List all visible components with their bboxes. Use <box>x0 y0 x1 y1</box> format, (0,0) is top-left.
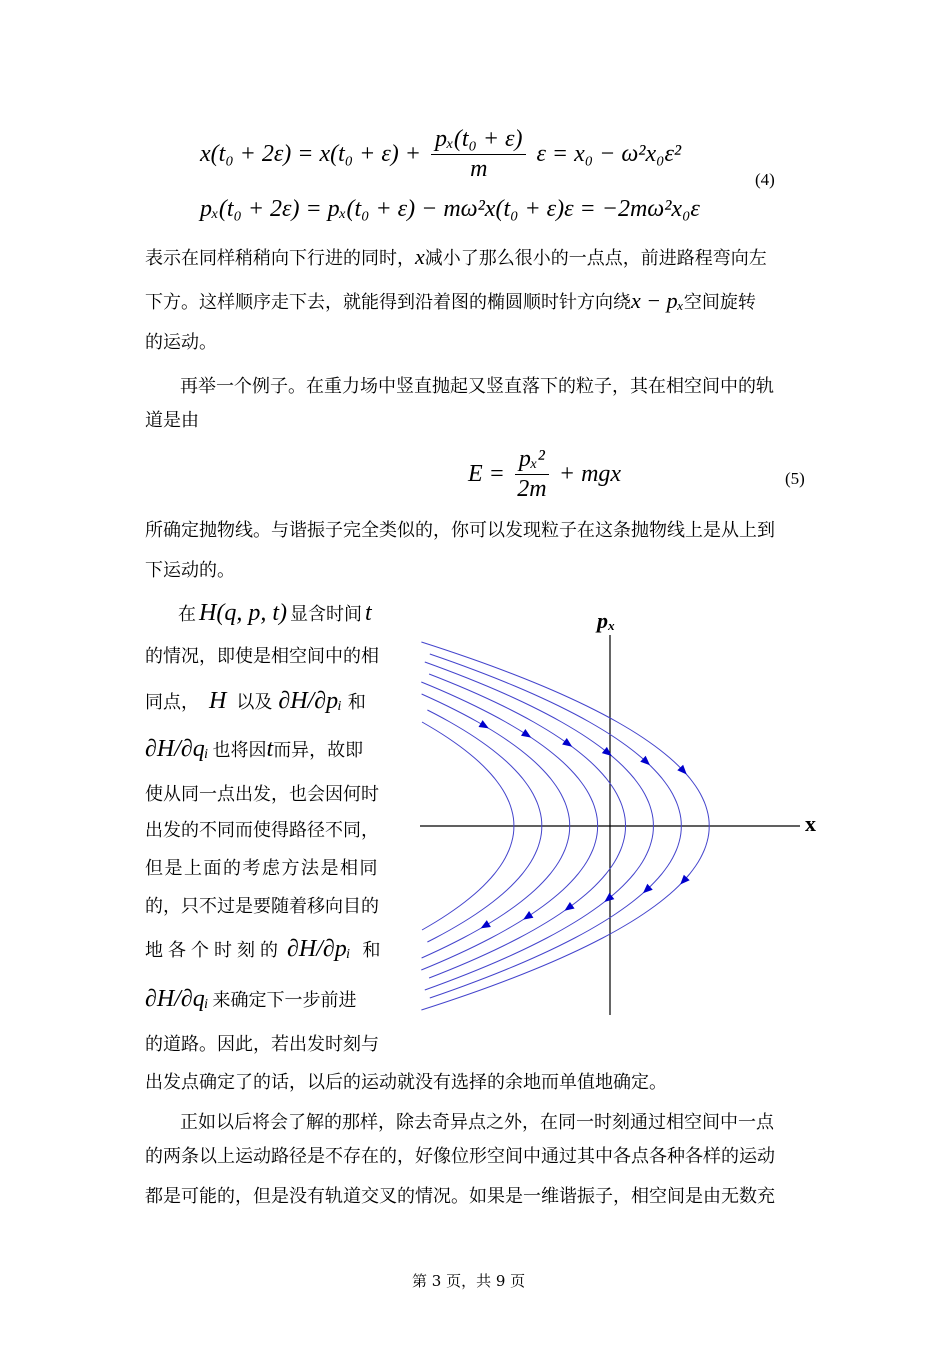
direction-arrow <box>604 893 614 902</box>
paragraph-5-line-3: 都是可能的，但是没有轨道交叉的情况。如果是一维谐振子，相空间是由无数充 <box>145 1186 775 1207</box>
direction-arrow <box>481 920 491 928</box>
direction-arrow <box>521 729 531 738</box>
paragraph-2-line-1: 再举一个例子。在重力场中竖直抛起又竖直落下的粒子，其在相空间中的轨 <box>180 376 774 397</box>
p4-l1-b: 显含时间 <box>289 604 362 625</box>
page-footer: 第 3 页，共 9 页 <box>412 1272 526 1290</box>
paragraph-1-line-1 <box>145 240 767 276</box>
paragraph-3-line-2: 下运动的。 <box>145 560 235 581</box>
p4-l10-a: 来确定下一步前进 <box>212 990 357 1011</box>
direction-arrow <box>564 902 574 911</box>
p4-math-dHdp: ∂H/∂pᵢ <box>278 688 342 714</box>
paragraph-5-line-1: 正如以后将会了解的那样，除去奇异点之外，在同一时刻通过相空间中一点 <box>180 1112 774 1133</box>
p4-math-dHdq: ∂H/∂qᵢ <box>145 736 209 762</box>
eq5-frac-denominator: 2m <box>517 476 547 502</box>
paragraph-4-line-12: 出发点确定了的话，以后的运动就没有选择的余地而单值地确定。 <box>145 1072 667 1093</box>
paragraph-4-line-1 <box>178 596 372 632</box>
paragraph-4-line-7: 但是上面的考虑方法是相同 <box>145 858 379 879</box>
p1-var-x: x <box>415 244 425 269</box>
paragraph-2-line-2: 道是由 <box>145 410 199 431</box>
paragraph-4-line-10 <box>145 982 357 1018</box>
direction-arrow <box>523 911 533 920</box>
p1-var-x-px: x − pₓ <box>631 288 684 313</box>
p4-l3-b: 以及 <box>236 692 273 713</box>
equation-4-number: (4) <box>755 170 775 189</box>
p4-var-t: t <box>364 600 372 626</box>
p4-l9-a: 地各个时刻的 <box>145 940 283 961</box>
direction-arrow <box>479 720 489 728</box>
p4-l9-b: 和 <box>362 940 381 961</box>
eq4-line1-fraction <box>431 126 526 183</box>
eq5-lhs: E = <box>468 461 505 487</box>
p1-text-b: 减小了那么很小的一点点，前进路程弯向左 <box>424 248 767 269</box>
equation-5-number: (5) <box>785 469 805 488</box>
p4-math-dHdq-2: ∂H/∂qᵢ <box>145 986 209 1012</box>
p4-l3-c: 和 <box>347 692 366 713</box>
p1-text: 表示在同样稍稍向下行进的同时， <box>145 248 415 269</box>
eq4-frac-numerator: pₓ(t₀ + ε) <box>431 126 526 155</box>
p4-var-H: H <box>209 688 227 714</box>
equation-5 <box>468 446 621 503</box>
eq5-fraction <box>515 446 549 503</box>
paragraph-4-line-3 <box>145 684 366 720</box>
eq4-line1-lhs: x(t₀ + 2ε) = x(t₀ + ε) + <box>200 141 421 167</box>
p4-var-t2: t <box>266 736 274 762</box>
eq5-frac-numerator: pₓ² <box>515 446 549 475</box>
direction-arrow <box>562 738 572 747</box>
p4-math-H: H(q, p, t) <box>199 600 287 626</box>
paragraph-1-line-3: 的运动。 <box>145 332 217 353</box>
paragraph-4-line-9 <box>145 932 381 968</box>
paragraph-1-line-2 <box>145 284 756 320</box>
paragraph-4-line-11: 的道路。因此，若出发时刻与 <box>145 1034 379 1055</box>
p4-l1-a: 在 <box>178 604 196 625</box>
x-axis-label: x <box>805 811 816 836</box>
p4-l3-a: 同点， <box>145 692 199 713</box>
paragraph-5-line-2: 的两条以上运动路径是不存在的，好像位形空间中通过其中各点各种各样的运动 <box>145 1146 775 1167</box>
paragraph-4-line-8: 的，只不过是要随着移向目的 <box>145 896 379 917</box>
paragraph-4-line-2: 的情况，即使是相空间中的相 <box>145 646 379 667</box>
paragraph-4-line-5: 使从同一点出发，也会因何时 <box>145 784 379 805</box>
p4-l4-a: 也将因 <box>212 740 267 761</box>
p4-l4-b: 而异，故即 <box>273 740 364 761</box>
equation-4-line-1 <box>200 126 681 183</box>
paragraph-4-line-6: 出发的不同而使得路径不同， <box>145 820 379 841</box>
eq4-line1-rhs: ε = x₀ − ω²x₀ε² <box>536 141 682 167</box>
p4-math-dHdp-2: ∂H/∂pᵢ <box>287 936 351 962</box>
paragraph-4-line-4 <box>145 732 363 768</box>
y-axis-label: pₓ <box>597 608 616 633</box>
p1-text-2: 下方。这样顺序走下去，就能得到沿着图的椭圆顺时针方向绕 <box>145 292 631 313</box>
paragraph-3-line-1: 所确定抛物线。与谐振子完全类似的，你可以发现粒子在这条抛物线上是从上到 <box>145 520 775 541</box>
eq5-rhs: + mgx <box>558 461 622 487</box>
p1-text-2b: 空间旋转 <box>683 292 756 313</box>
phase-space-figure <box>400 595 840 1035</box>
eq4-frac-denominator: m <box>470 156 488 182</box>
equation-4-line-2: pₓ(t₀ + 2ε) = pₓ(t₀ + ε) − mω²x(t₀ + ε)ε = −2mω²x₀ε <box>200 196 700 222</box>
